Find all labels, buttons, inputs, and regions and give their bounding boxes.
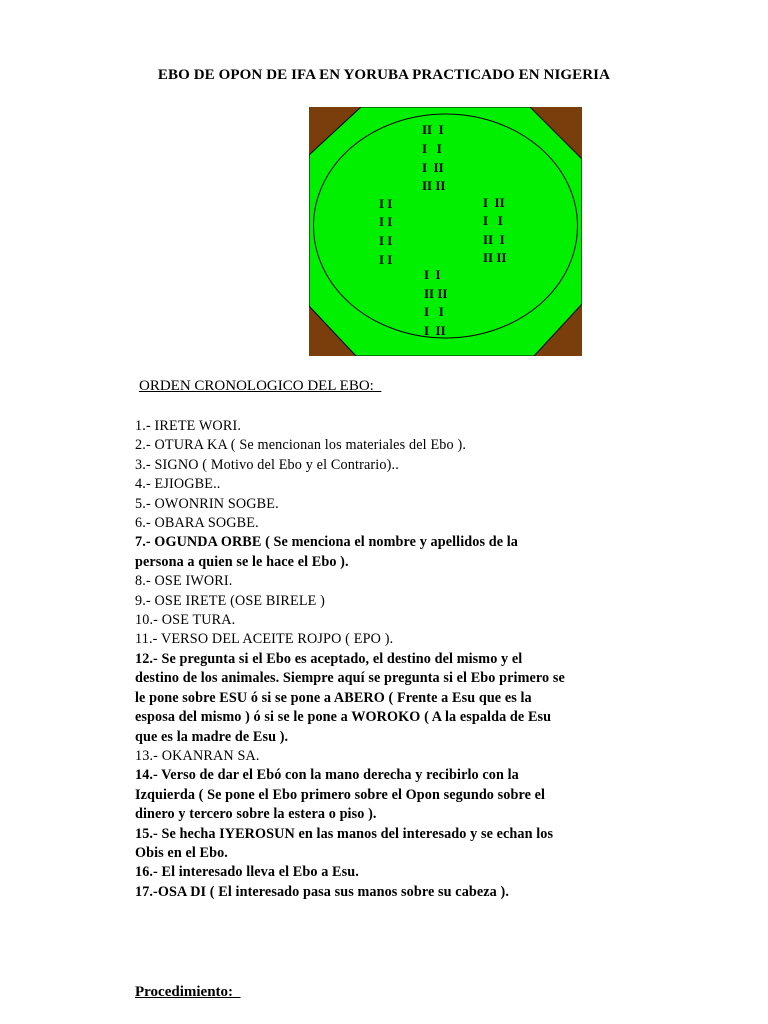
list-item: 6.- OBARA SOGBE. — [135, 515, 259, 532]
list-item: esposa del mismo ) ó si se le pone a WOROKO ( A la espalda de Esu — [135, 709, 552, 726]
figure-top-row: II I — [422, 122, 444, 137]
list-item: 16.- El interesado lleva el Ebo a Esu. — [135, 864, 359, 881]
list-item: que es la madre de Esu ). — [135, 728, 289, 745]
list-item: 13.- OKANRAN SA. — [135, 747, 260, 764]
list-item: destino de los animales. Siempre aquí se pregunta si el Ebo primero se — [135, 670, 565, 687]
list-item: 9.- OSE IRETE (OSE BIRELE ) — [135, 592, 326, 609]
list-item: 7.- OGUNDA ORBE ( Se menciona el nombre y apellidos de la — [135, 534, 518, 551]
document-title: EBO DE OPON DE IFA EN YORUBA PRACTICADO EN NIGERIA — [157, 67, 611, 83]
list-item: 15.- Se hecha IYEROSUN en las manos del interesado y se echan los — [135, 825, 554, 842]
list-item: 1.- IRETE WORI. — [135, 418, 242, 434]
procedure-heading: Procedimiento: — [135, 984, 241, 1000]
opon-ifa-diagram — [309, 107, 582, 356]
list-item: Obis en el Ebo. — [135, 844, 228, 861]
figure-bottom-row: I I — [424, 304, 444, 319]
figure-bottom-row: I II — [424, 323, 446, 338]
figure-bottom-row: I I — [424, 267, 441, 282]
list-item: Izquierda ( Se pone el Ebo primero sobre el Opon segundo sobre el — [135, 786, 546, 803]
list-item: 11.- VERSO DEL ACEITE ROJPO ( EPO ). — [135, 631, 394, 648]
figure-bottom-row: II II — [424, 286, 448, 301]
list-item: 8.- OSE IWORI. — [135, 573, 233, 590]
list-item: 2.- OTURA KA ( Se mencionan los materiales del Ebo ). — [135, 437, 467, 454]
list-item: le pone sobre ESU ó si se pone a ABERO ( Frente a Esu que es la — [135, 689, 532, 706]
figure-left-row: I I — [379, 196, 393, 211]
list-item: 10.- OSE TURA. — [135, 612, 236, 629]
figure-left-row: I I — [379, 214, 393, 229]
figure-right-row: II I — [483, 232, 505, 247]
list-item: 3.- SIGNO ( Motivo del Ebo y el Contrario).. — [135, 456, 399, 473]
opon-board — [309, 107, 582, 356]
figure-left-row: I I — [379, 252, 393, 267]
figure-top-row: I II — [422, 160, 444, 175]
list-item: dinero y tercero sobre la estera o piso ). — [135, 806, 377, 823]
figure-top-row: II II — [422, 178, 446, 193]
figure-right-row: I II — [483, 195, 505, 210]
list-item: 4.- EJIOGBE.. — [135, 476, 221, 493]
list-item: 14.- Verso de dar el Ebó con la mano derecha y recibirlo con la — [135, 767, 519, 784]
list-item: 17.-OSA DI ( El interesado pasa sus manos sobre su cabeza ). — [135, 883, 509, 900]
list-item: 5.- OWONRIN SOGBE. — [135, 495, 279, 512]
list-item: persona a quien se le hace el Ebo ). — [135, 553, 349, 570]
figure-top-row: I I — [422, 141, 442, 156]
figure-right-row: I I — [483, 213, 503, 228]
ebo-order-list — [135, 417, 635, 902]
list-item: 12.- Se pregunta si el Ebo es aceptado, el destino del mismo y el — [135, 650, 523, 667]
section-title: ORDEN CRONOLOGICO DEL EBO: — [139, 378, 382, 394]
figure-right-row: II II — [483, 250, 507, 265]
figure-left-row: I I — [379, 233, 393, 248]
